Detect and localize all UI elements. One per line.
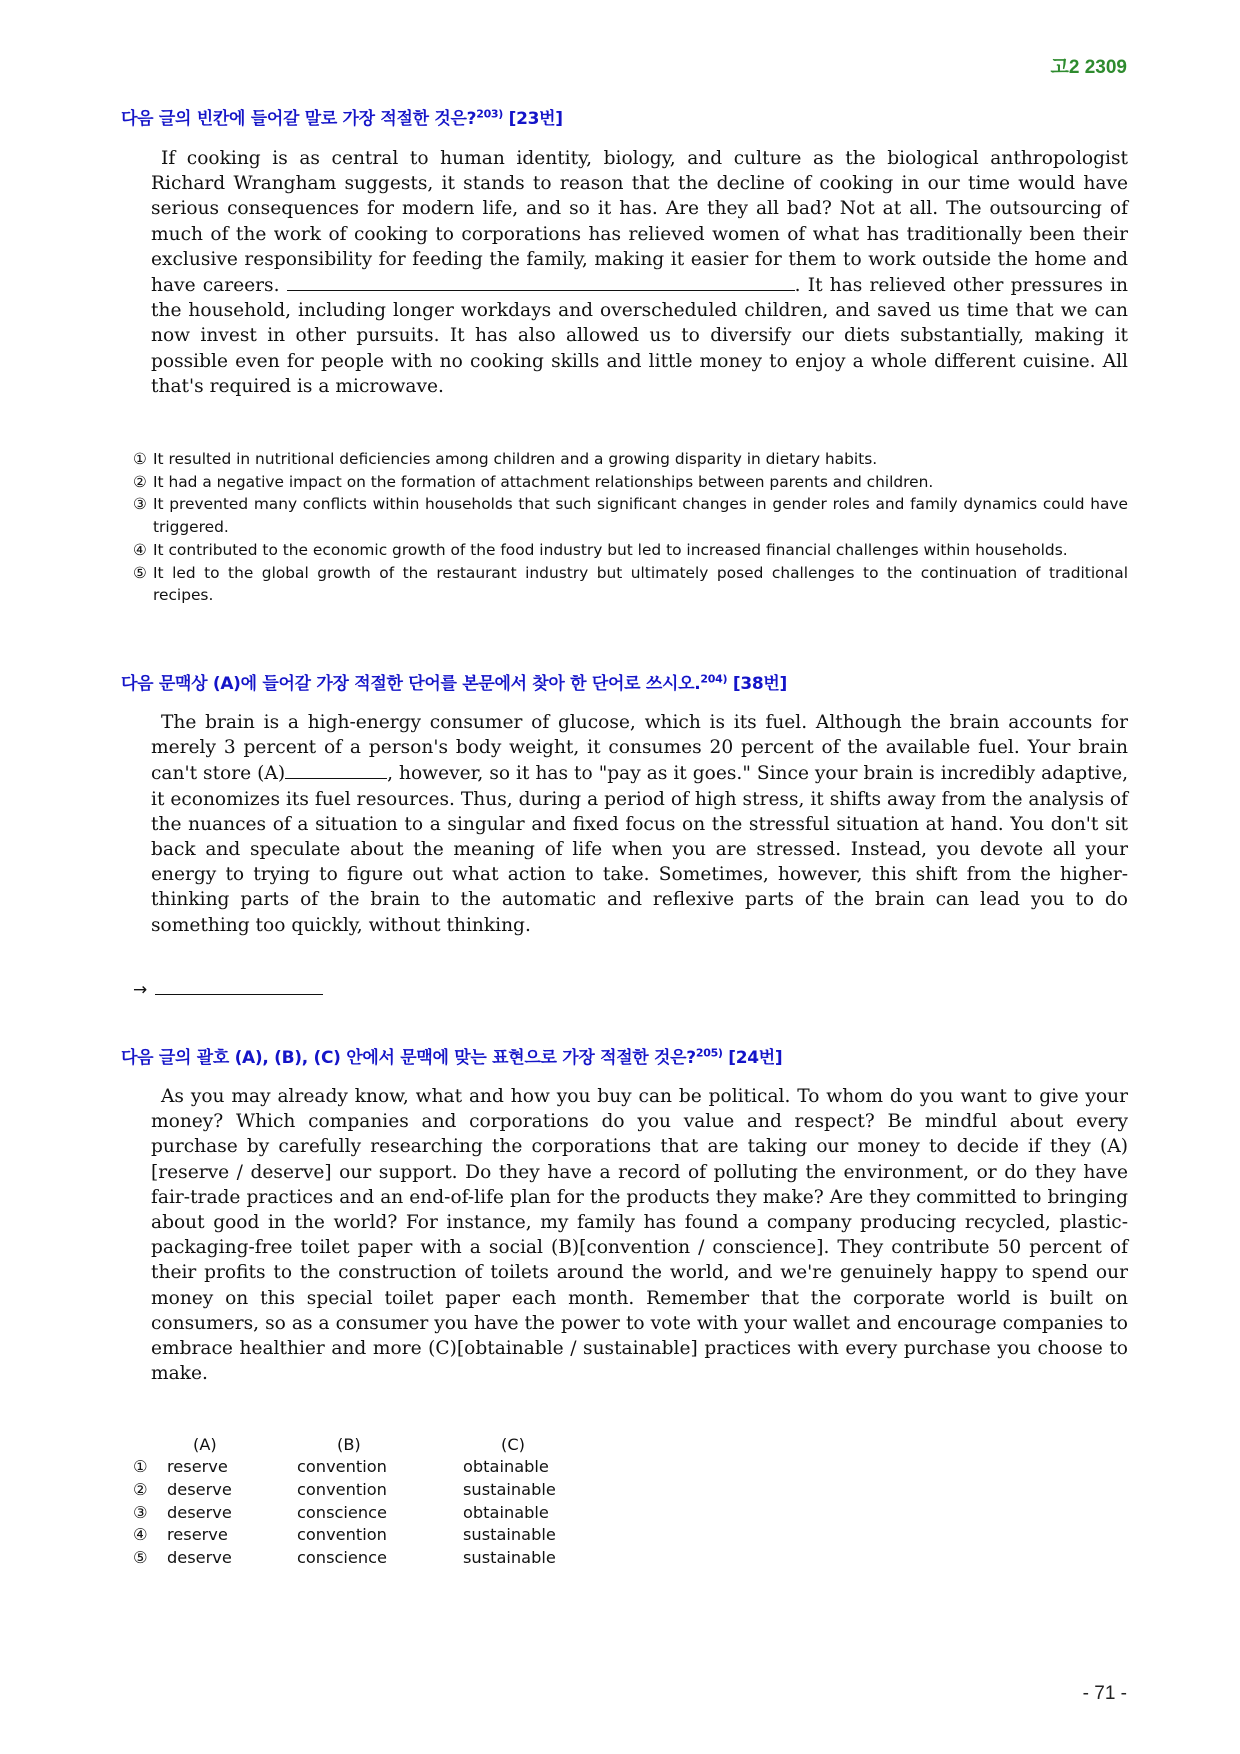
cell-a: reserve [167, 1525, 228, 1545]
question-title-text: 다음 글의 괄호 (A), (B), (C) 안에서 문맥에 맞는 표현으로 가장 적절한 것은? [121, 1048, 696, 1068]
footnote-marker: 203) [476, 107, 504, 121]
column-header: (B) [337, 1434, 361, 1454]
choice-number: ② [133, 472, 147, 491]
cell-b: convention [297, 1479, 387, 1499]
choice-text: It contributed to the economic growth of the food industry but led to increased financial challenges within households. [153, 540, 1068, 559]
footnote-marker: 205) [695, 1046, 723, 1060]
cell-a: deserve [167, 1502, 232, 1522]
cell-c: sustainable [463, 1547, 556, 1567]
choice-text: It had a negative impact on the formation of attachment relationships between parents and children. [153, 472, 934, 491]
answer-choices [133, 448, 1128, 607]
question-title-text: 다음 문맥상 (A)에 들어갈 가장 적절한 단어를 본문에서 찾아 한 단어로 쓰시오. [121, 674, 701, 694]
choice-number: ⑤ [133, 1547, 148, 1567]
cell-b: convention [297, 1525, 387, 1545]
answer-blank [285, 760, 387, 779]
page-header-label: 고2 2309 [1050, 57, 1127, 78]
answer-blank [287, 272, 795, 291]
column-header: (C) [501, 1434, 525, 1454]
choice-number: ④ [133, 1525, 148, 1545]
choice-item[interactable] [133, 471, 1128, 494]
question-passage: As you may already know, what and how you buy can be political. To whom do you want to give your money? Which companies and corporations do you value and respect? Be mindful about every purchase by carefully researching the corporations that are taking our money to decide if they (A)[reserve / deserve] our support. Do they have a record of polluting the environment, or do they have fair-trade practices and an end-of-life plan for the products they make? Are they committed to bringing about good in the world? For instance, my family has found a company producing recycled, plastic-packaging-free toilet paper with a social (B)[convention / conscience]. They contribute 50 percent of their profits to the construction of toilets around the world, and we're genuinely happy to spend our money on this special toilet paper each month. Remember that the corporate world is built on consumers, so as a consumer you have the power to vote with your wallet and encourage companies to embrace healthier and more (C)[obtainable / sustainable] practices with every purchase you choose to make. [151, 1086, 1128, 1385]
cell-c: obtainable [463, 1502, 549, 1522]
choice-number: ⑤ [133, 563, 147, 582]
choice-number: ③ [133, 495, 147, 514]
footnote-marker: 204) [700, 672, 728, 686]
page-number: - 71 - [1082, 1683, 1127, 1704]
passage-text: , however, so it has to "pay as it goes." Since your brain is incredibly adaptive, it economizes its fuel resources. Thus, during a period of high stress, it shifts away from the analysis of the nuances of a situation to a singular and fixed focus on the stressful situation at hand. You don't sit back and speculate about the meaning of life when you are stressed. Instead, you devote all your energy to trying to figure out what action to take. Sometimes, however, this shift from the higher-thinking parts of the brain to the automatic and reflexive parts of the brain can lead you to do something too quickly, without thinking. [151, 763, 1128, 936]
table-row[interactable] [133, 1456, 583, 1479]
answer-field[interactable] [133, 980, 323, 1000]
choice-item[interactable] [133, 562, 1128, 607]
cell-c: obtainable [463, 1457, 549, 1477]
cell-a: deserve [167, 1547, 232, 1567]
choice-item[interactable] [133, 539, 1128, 562]
question-title [121, 669, 787, 694]
table-header-row [133, 1433, 583, 1456]
question-tag: [24번] [728, 1048, 783, 1068]
cell-b: conscience [297, 1502, 387, 1522]
choice-number: ④ [133, 540, 147, 559]
choice-number: ① [133, 450, 147, 468]
cell-b: conscience [297, 1547, 387, 1567]
question-passage [151, 710, 1128, 938]
table-row[interactable] [133, 1546, 583, 1569]
table-row[interactable] [133, 1478, 583, 1501]
question-title [121, 104, 563, 129]
question-passage [151, 146, 1128, 399]
question-tag: [38번] [732, 674, 787, 694]
passage-text: . It has relieved other pressures in the household, including longer workdays and overscheduled children, and saved us time that we can now invest in other pursuits. It has also allowed us to diversify our diets substantially, making it possible even for people with no cooking skills and little money to enjoy a whole different cuisine. All that's required is a microwave. [151, 275, 1128, 397]
choice-text: It prevented many conflicts within households that such significant changes in gender roles and family dynamics could have triggered. [153, 495, 1128, 537]
answer-underline[interactable] [155, 980, 323, 995]
cell-a: deserve [167, 1479, 232, 1499]
cell-b: convention [297, 1457, 387, 1477]
question-title-text: 다음 글의 빈칸에 들어갈 말로 가장 적절한 것은? [121, 109, 477, 129]
table-row[interactable] [133, 1523, 583, 1546]
arrow-icon: → [133, 980, 148, 1000]
table-row[interactable] [133, 1501, 583, 1524]
cell-c: sustainable [463, 1479, 556, 1499]
column-header: (A) [193, 1434, 217, 1454]
answer-choice-table [133, 1433, 583, 1569]
choice-text: It resulted in nutritional deficiencies among children and a growing disparity in dietary habits. [153, 450, 878, 468]
passage-text: If cooking is as central to human identity, biology, and culture as the biological anthropologist Richard Wrangham suggests, it stands to reason that the decline of cooking in our time would have serious consequences for modern life, and so it has. Are they all bad? Not at all. The outsourcing of much of the work of cooking to corporations has relieved women of what has traditionally been their exclusive responsibility for feeding the family, making it easier for them to work outside the home and have careers. [151, 148, 1128, 297]
question-tag: [23번] [508, 109, 563, 129]
cell-a: reserve [167, 1457, 228, 1477]
choice-number: ① [133, 1457, 148, 1477]
cell-c: sustainable [463, 1525, 556, 1545]
choice-item[interactable] [133, 493, 1128, 538]
choice-text: It led to the global growth of the restaurant industry but ultimately posed challenges to the continuation of traditional recipes. [153, 563, 1128, 605]
passage-text: The brain is a high-energy consumer of glucose, which is its fuel. Although the brain accounts for merely 3 percent of a person's body weight, it consumes 20 percent of the available fuel. Your brain can't store (A) [151, 712, 1128, 785]
choice-number: ③ [133, 1502, 148, 1522]
choice-item[interactable] [133, 448, 1128, 471]
question-title [121, 1043, 782, 1068]
choice-number: ② [133, 1479, 148, 1499]
